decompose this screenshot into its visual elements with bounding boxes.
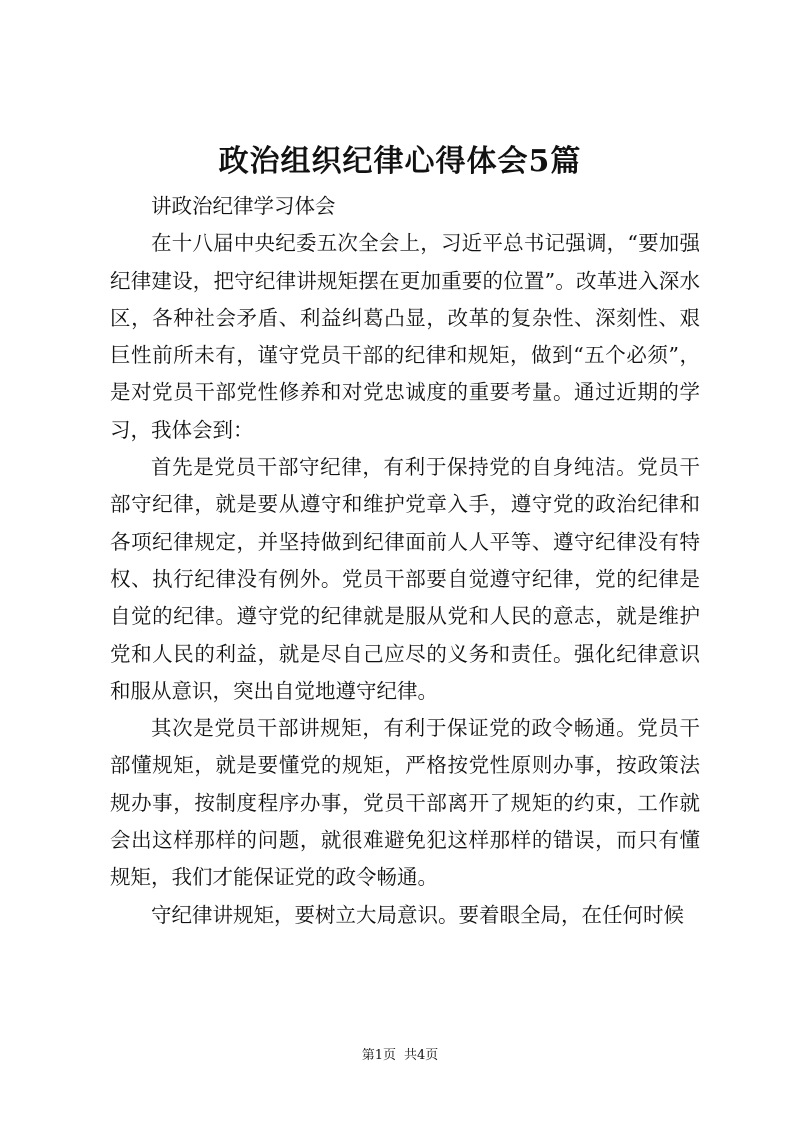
body-paragraph: 首先是党员干部守纪律，有利于保持党的自身纯洁。党员干部守纪律，就是要从遵守和维护党章入手，遵守党的政治纪律和各项纪律规定，并坚持做到纪律面前人人平等、遵守纪律没有特权、执行纪律没有例外。党员干部要自觉遵守纪律，党的纪律是自觉的纪律。遵守党的纪律就是服从党和人民的意志，就是维护党和人民的利益，就是尽自己应尽的义务和责任。强化纪律意识和服从意识，突出自觉地遵守纪律。 [110,455,700,703]
page-total: 共4页 [404,1048,439,1063]
page-footer [0,1047,800,1065]
document-body [110,188,700,934]
body-paragraph: 守纪律讲规矩，要树立大局意识。要着眼全局，在任何时候 [151,902,684,927]
section-heading: 讲政治纪律学习体会 [151,194,336,218]
page-number: 第1页 [361,1048,396,1063]
document-title: 政治组织纪律心得体会5篇 [218,144,582,179]
body-paragraph: 在十八届中央纪委五次全会上，习近平总书记强调，“要加强纪律建设，把守纪律讲规矩摆在更加重要的位置”。改革进入深水区，各种社会矛盾、利益纠葛凸显，改革的复杂性、深刻性、艰巨性前所未有，谨守党员干部的纪律和规矩，做到“五个必须”，是对党员干部党性修养和对党忠诚度的重要考量。通过近期的学习，我体会到： [110,231,700,442]
body-paragraph: 其次是党员干部讲规矩，有利于保证党的政令畅通。党员干部懂规矩，就是要懂党的规矩，严格按党性原则办事，按政策法规办事，按制度程序办事，党员干部离开了规矩的约束，工作就会出这样那样的问题，就很难避免犯这样那样的错误，而只有懂规矩，我们才能保证党的政令畅通。 [110,716,700,890]
